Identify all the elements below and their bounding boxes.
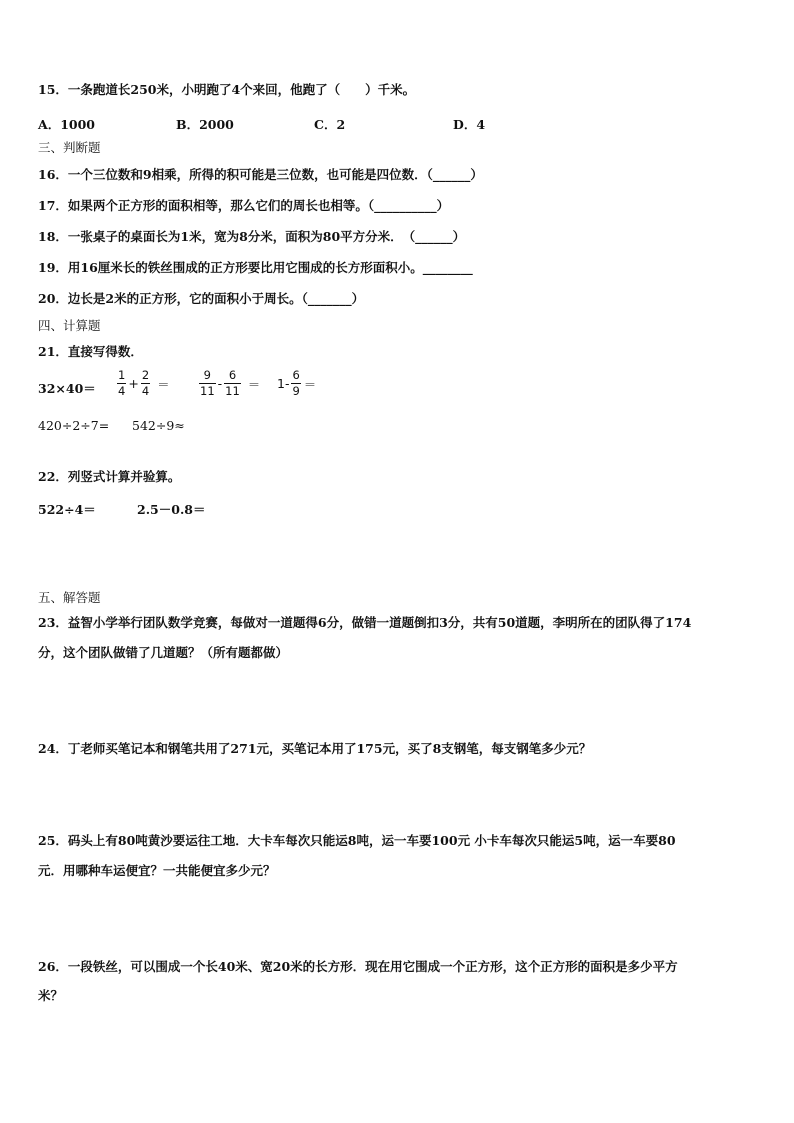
q24-text: 24．丁老师买笔记本和钢笔共用了271元，买笔记本用了175元，买了8支钢笔，每支钢笔多少元？ <box>38 741 592 756</box>
q15-option-d: D．4 <box>453 117 486 132</box>
q22-expr-2: 2.5－0.8＝ <box>137 502 206 517</box>
q21-expr-3: $\frac{9}{11}$ - $\frac{6}{11}$ ＝ <box>200 368 261 398</box>
q16-text: 16．一个三位数和9相乘，所得的积可能是三位数，也可能是四位数．（______） <box>38 167 483 182</box>
q21-expr-5: 420÷2÷7= <box>38 418 110 433</box>
q15-option-b: B．2000 <box>176 117 234 132</box>
q17-text: 17．如果两个正方形的面积相等，那么它们的周长也相等。（__________） <box>38 198 450 213</box>
q15-option-a: A．1000 <box>38 117 95 132</box>
section-heading-calculation: 四、计算题 <box>38 318 101 333</box>
q15-text: 15．一条跑道长250米，小明跑了4个来回，他跑了（ ）千米。 <box>38 82 416 97</box>
q23-line-1: 23．益智小学举行团队数学竞赛，每做对一道题得6分，做错一道题倒扣3分，共有50道题，李明所在的团队得了174 <box>38 615 692 630</box>
q21-expr-1: 32×40＝ <box>38 381 96 396</box>
q22-expr-1: 522÷4＝ <box>38 502 96 517</box>
q21-expr-6: 542÷9≈ <box>132 418 185 433</box>
q21-expr-4: 1- $\frac{6}{9}$ ＝ <box>277 368 317 398</box>
q26-line-1: 26．一段铁丝，可以围成一个长40米、宽20米的长方形．现在用它围成一个正方形，这个正方形的面积是多少平方 <box>38 959 678 974</box>
q25-line-2: 元．用哪种车运便宜？一共能便宜多少元？ <box>38 863 276 878</box>
q21-title: 21．直接写得数． <box>38 344 143 359</box>
q23-line-2: 分，这个团队做错了几道题？（所有题都做） <box>38 645 289 660</box>
q19-text: 19．用16厘米长的铁丝围成的正方形要比用它围成的长方形面积小。________ <box>38 260 473 275</box>
section-heading-word-problems: 五、解答题 <box>38 590 101 605</box>
fraction: $\frac{6}{9}$ <box>292 368 300 398</box>
q22-title: 22．列竖式计算并验算。 <box>38 469 181 484</box>
q20-text: 20．边长是2米的正方形，它的面积小于周长。（_______） <box>38 291 365 306</box>
q18-text: 18．一张桌子的桌面长为1米，宽为8分米，面积为80平方分米． （______） <box>38 229 466 244</box>
fraction: $\frac{9}{11}$ <box>200 368 215 398</box>
fraction: $\frac{2}{4}$ <box>141 368 150 398</box>
q21-expr-2: $\frac{1}{4}$ + $\frac{2}{4}$ ＝ <box>118 368 170 398</box>
q25-line-1: 25．码头上有80吨黄沙要运往工地．大卡车每次只能运8吨，运一车要100元 小卡车每次只能运5吨，运一车要80 <box>38 833 676 848</box>
section-heading-judgement: 三、判断题 <box>38 140 101 155</box>
fraction: $\frac{1}{4}$ <box>118 368 126 398</box>
q26-line-2: 米？ <box>38 988 64 1003</box>
fraction: $\frac{6}{11}$ <box>225 368 240 398</box>
q15-option-c: C．2 <box>314 117 346 132</box>
